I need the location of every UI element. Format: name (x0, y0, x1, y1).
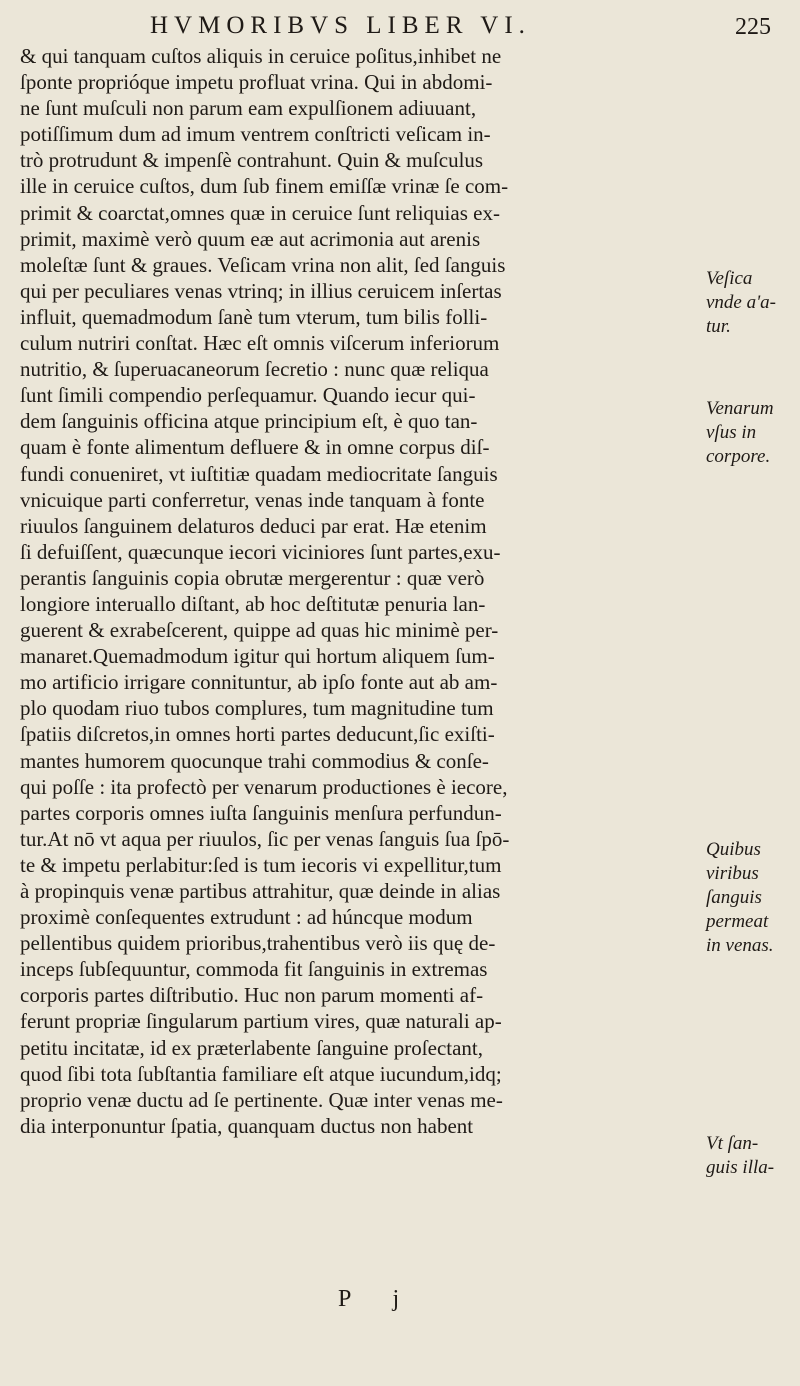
text-line: ſunt ſimili compendio perſequamur. Quando iecur qui- (20, 383, 476, 408)
text-line: ſi defuiſſent, quæcunque iecori viciniores ſunt partes,exu- (20, 539, 501, 564)
text-line: quam è fonte alimentum defluere & in omne corpus diſ- (20, 435, 490, 460)
text-line: inceps ſubſequuntur, commoda fit ſanguinis in extremas (20, 957, 488, 982)
margin-note: Vt ſan- (706, 1133, 759, 1154)
text-line: dia interponuntur ſpatia, quanquam ductus non habent (20, 1113, 474, 1138)
margin-note: Veſica (706, 268, 753, 289)
text-line: primit & coarctat,omnes quæ in ceruice ſunt reliquias ex- (20, 200, 500, 225)
text-line: & qui tanquam cuſtos aliquis in ceruice poſitus,inhibet ne (20, 44, 502, 68)
text-line: dem ſanguinis officina atque principium eſt, è quo tan- (20, 409, 478, 434)
text-line: te & impetu perlabitur:ſed is tum iecoris vi expellitur,tum (20, 852, 502, 877)
margin-note: Venarum (706, 398, 774, 419)
margin-note: vnde a'a- (706, 292, 777, 313)
text-line: culum nutriri conſtat. Hæc eſt omnis viſcerum inferiorum (20, 331, 500, 356)
text-line: trò protrudunt & impenſè contrahunt. Quin & muſculus (20, 148, 484, 173)
text-line: nutritio, & ſuperuacaneorum ſecretio : nunc quæ reliqua (20, 357, 489, 382)
signature-mark: P j (338, 1286, 418, 1312)
page-number: 225 (735, 14, 771, 40)
text-line: influit, quemadmodum ſanè tum vterum, tum bilis folli- (20, 304, 488, 329)
text-line: manaret.Quemadmodum igitur qui hortum aliquem ſum- (20, 644, 495, 669)
text-line: petitu incitatæ, id ex præterlabente ſanguine proſectant, (20, 1035, 484, 1060)
text-line: pellentibus quidem prioribus,trahentibus verò iis quę de- (20, 931, 496, 956)
text-line: primit, maximè verò quum eæ aut acrimonia aut arenis (20, 226, 481, 251)
text-line: quod ſibi tota ſubſtantia familiare eſt atque iucundum,idq; (20, 1061, 502, 1086)
text-line: mo artificio irrigare connituntur, ab ipſo fonte aut ab am- (20, 670, 498, 695)
text-line: potiſſimum dum ad imum ventrem conſtricti veſicam in- (20, 122, 491, 147)
text-line: à propinquis venæ partibus attrahitur, quæ deinde in alias (20, 879, 501, 903)
text-line: proprio venæ ductu ad ſe pertinente. Quæ inter venas me- (20, 1087, 503, 1112)
margin-note: guis illa- (706, 1157, 775, 1178)
text-line: plo quodam riuo tubos complures, tum magnitudine tum (20, 696, 494, 721)
text-line: ille in ceruice cuſtos, dum ſub finem emiſſæ vrinæ ſe com- (20, 174, 509, 199)
text-line: moleſtæ ſunt & graues. Veſicam vrina non alit, ſed ſanguis (20, 252, 506, 277)
margin-note: vſus in (706, 422, 757, 443)
text-line: vnicuique parti conferretur, venas inde tanquam à fonte (20, 487, 485, 512)
margin-note: viribus (706, 863, 759, 884)
margin-note: in venas. (706, 935, 774, 956)
text-line: ſponte proprióque impetu profluat vrina. Qui in abdomi- (20, 70, 493, 95)
margin-note: corpore. (706, 446, 771, 467)
text-line: mantes humorem quocunque trahi commodius & conſe- (20, 748, 489, 773)
text-line: tur.At nō vt aqua per riuulos, ſic per venas ſanguis ſua ſpō- (20, 826, 510, 851)
text-line: ſpatiis diſcretos,in omnes horti partes deducunt,ſic exiſti- (20, 722, 495, 747)
running-title: HVMORIBVS LIBER VI. (150, 12, 531, 39)
text-line: partes corporis omnes iuſta ſanguinis menſura perfundun- (20, 800, 502, 825)
text-line: qui per peculiares venas vtrinq; in illius ceruicem inſertas (20, 278, 502, 303)
text-line: longiore interuallo diſtant, ab hoc deſtitutæ penuria lan- (20, 591, 486, 616)
margin-note: tur. (706, 316, 731, 337)
margin-note: permeat (706, 911, 769, 932)
text-line: qui poſſe : ita profectò per venarum productiones è iecore, (20, 774, 508, 799)
text-line: ne ſunt muſculi non parum eam expulſionem adiuuant, (20, 96, 477, 121)
text-line: corporis partes diſtributio. Huc non parum momenti af- (20, 983, 484, 1008)
main-text-block (20, 43, 700, 1139)
text-line: perantis ſanguinis copia obrutæ mergerentur : quæ verò (20, 565, 485, 590)
text-line: guerent & exrabeſcerent, quippe ad quas hic minimè per- (20, 618, 499, 643)
margin-note: ſanguis (706, 887, 762, 908)
text-line: riuulos ſanguinem delaturos deduci par erat. Hæ etenim (20, 513, 487, 538)
text-line: fundi conueniret, vt iuſtitiæ quadam mediocritate ſanguis (20, 461, 498, 486)
margin-note: Quibus (706, 839, 761, 860)
text-line: ferunt propriæ ſingularum partium vires, quæ naturali ap- (20, 1009, 502, 1034)
text-line: proximè conſequentes extrudunt : ad húncque modum (20, 905, 473, 930)
